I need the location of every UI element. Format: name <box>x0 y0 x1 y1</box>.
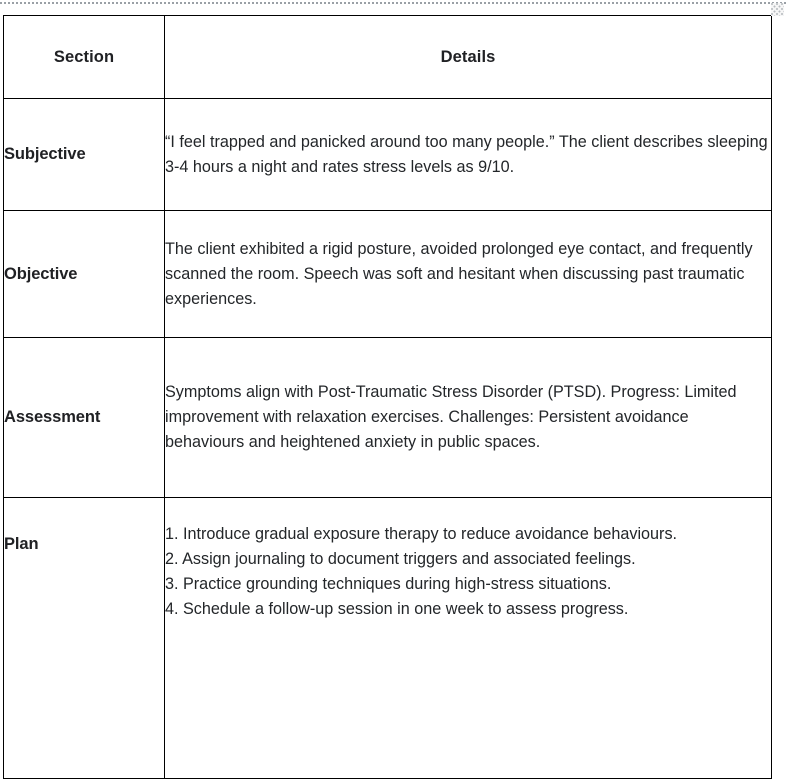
section-label-objective: Objective <box>4 211 165 338</box>
section-label-subjective: Subjective <box>4 99 165 211</box>
column-header-details: Details <box>165 16 772 99</box>
column-header-section: Section <box>4 16 165 99</box>
plan-item: 1. Introduce gradual exposure therapy to reduce avoidance behaviours. <box>165 525 678 543</box>
section-details-assessment <box>165 338 772 498</box>
soap-note-table <box>3 15 772 779</box>
detail-paragraph: “I feel trapped and panicked around too many people.” The client describes sleeping 3-4 hours a night and rates stress levels as 9/10. <box>165 132 768 176</box>
plan-item: 2. Assign journaling to document triggers and associated feelings. <box>165 550 636 568</box>
drag-handle-grip-icon[interactable] <box>771 3 784 16</box>
page-top-boundary-rule <box>0 2 787 4</box>
section-label-assessment: Assessment <box>4 338 165 498</box>
detail-paragraph: Symptoms align with Post-Traumatic Stress Disorder (PTSD). Progress: Limited improvement with relaxation exercises. Challenges: Persistent avoidance behaviours and heightened anxiety in public spaces. <box>165 383 737 451</box>
detail-paragraph: The client exhibited a rigid posture, avoided prolonged eye contact, and frequently scanned the room. Speech was soft and hesitant when discussing past traumatic experiences. <box>165 239 753 308</box>
section-label-plan: Plan <box>4 498 165 779</box>
table-header-row <box>4 16 772 99</box>
section-details-subjective <box>165 99 772 211</box>
table-row <box>4 498 772 779</box>
table-row <box>4 211 772 338</box>
soap-note-document <box>3 15 771 779</box>
section-details-plan <box>165 498 772 779</box>
plan-item: 3. Practice grounding techniques during high-stress situations. <box>165 575 612 593</box>
table-row <box>4 338 772 498</box>
section-details-objective <box>165 211 772 338</box>
plan-item: 4. Schedule a follow-up session in one week to assess progress. <box>165 600 629 618</box>
table-row <box>4 99 772 211</box>
